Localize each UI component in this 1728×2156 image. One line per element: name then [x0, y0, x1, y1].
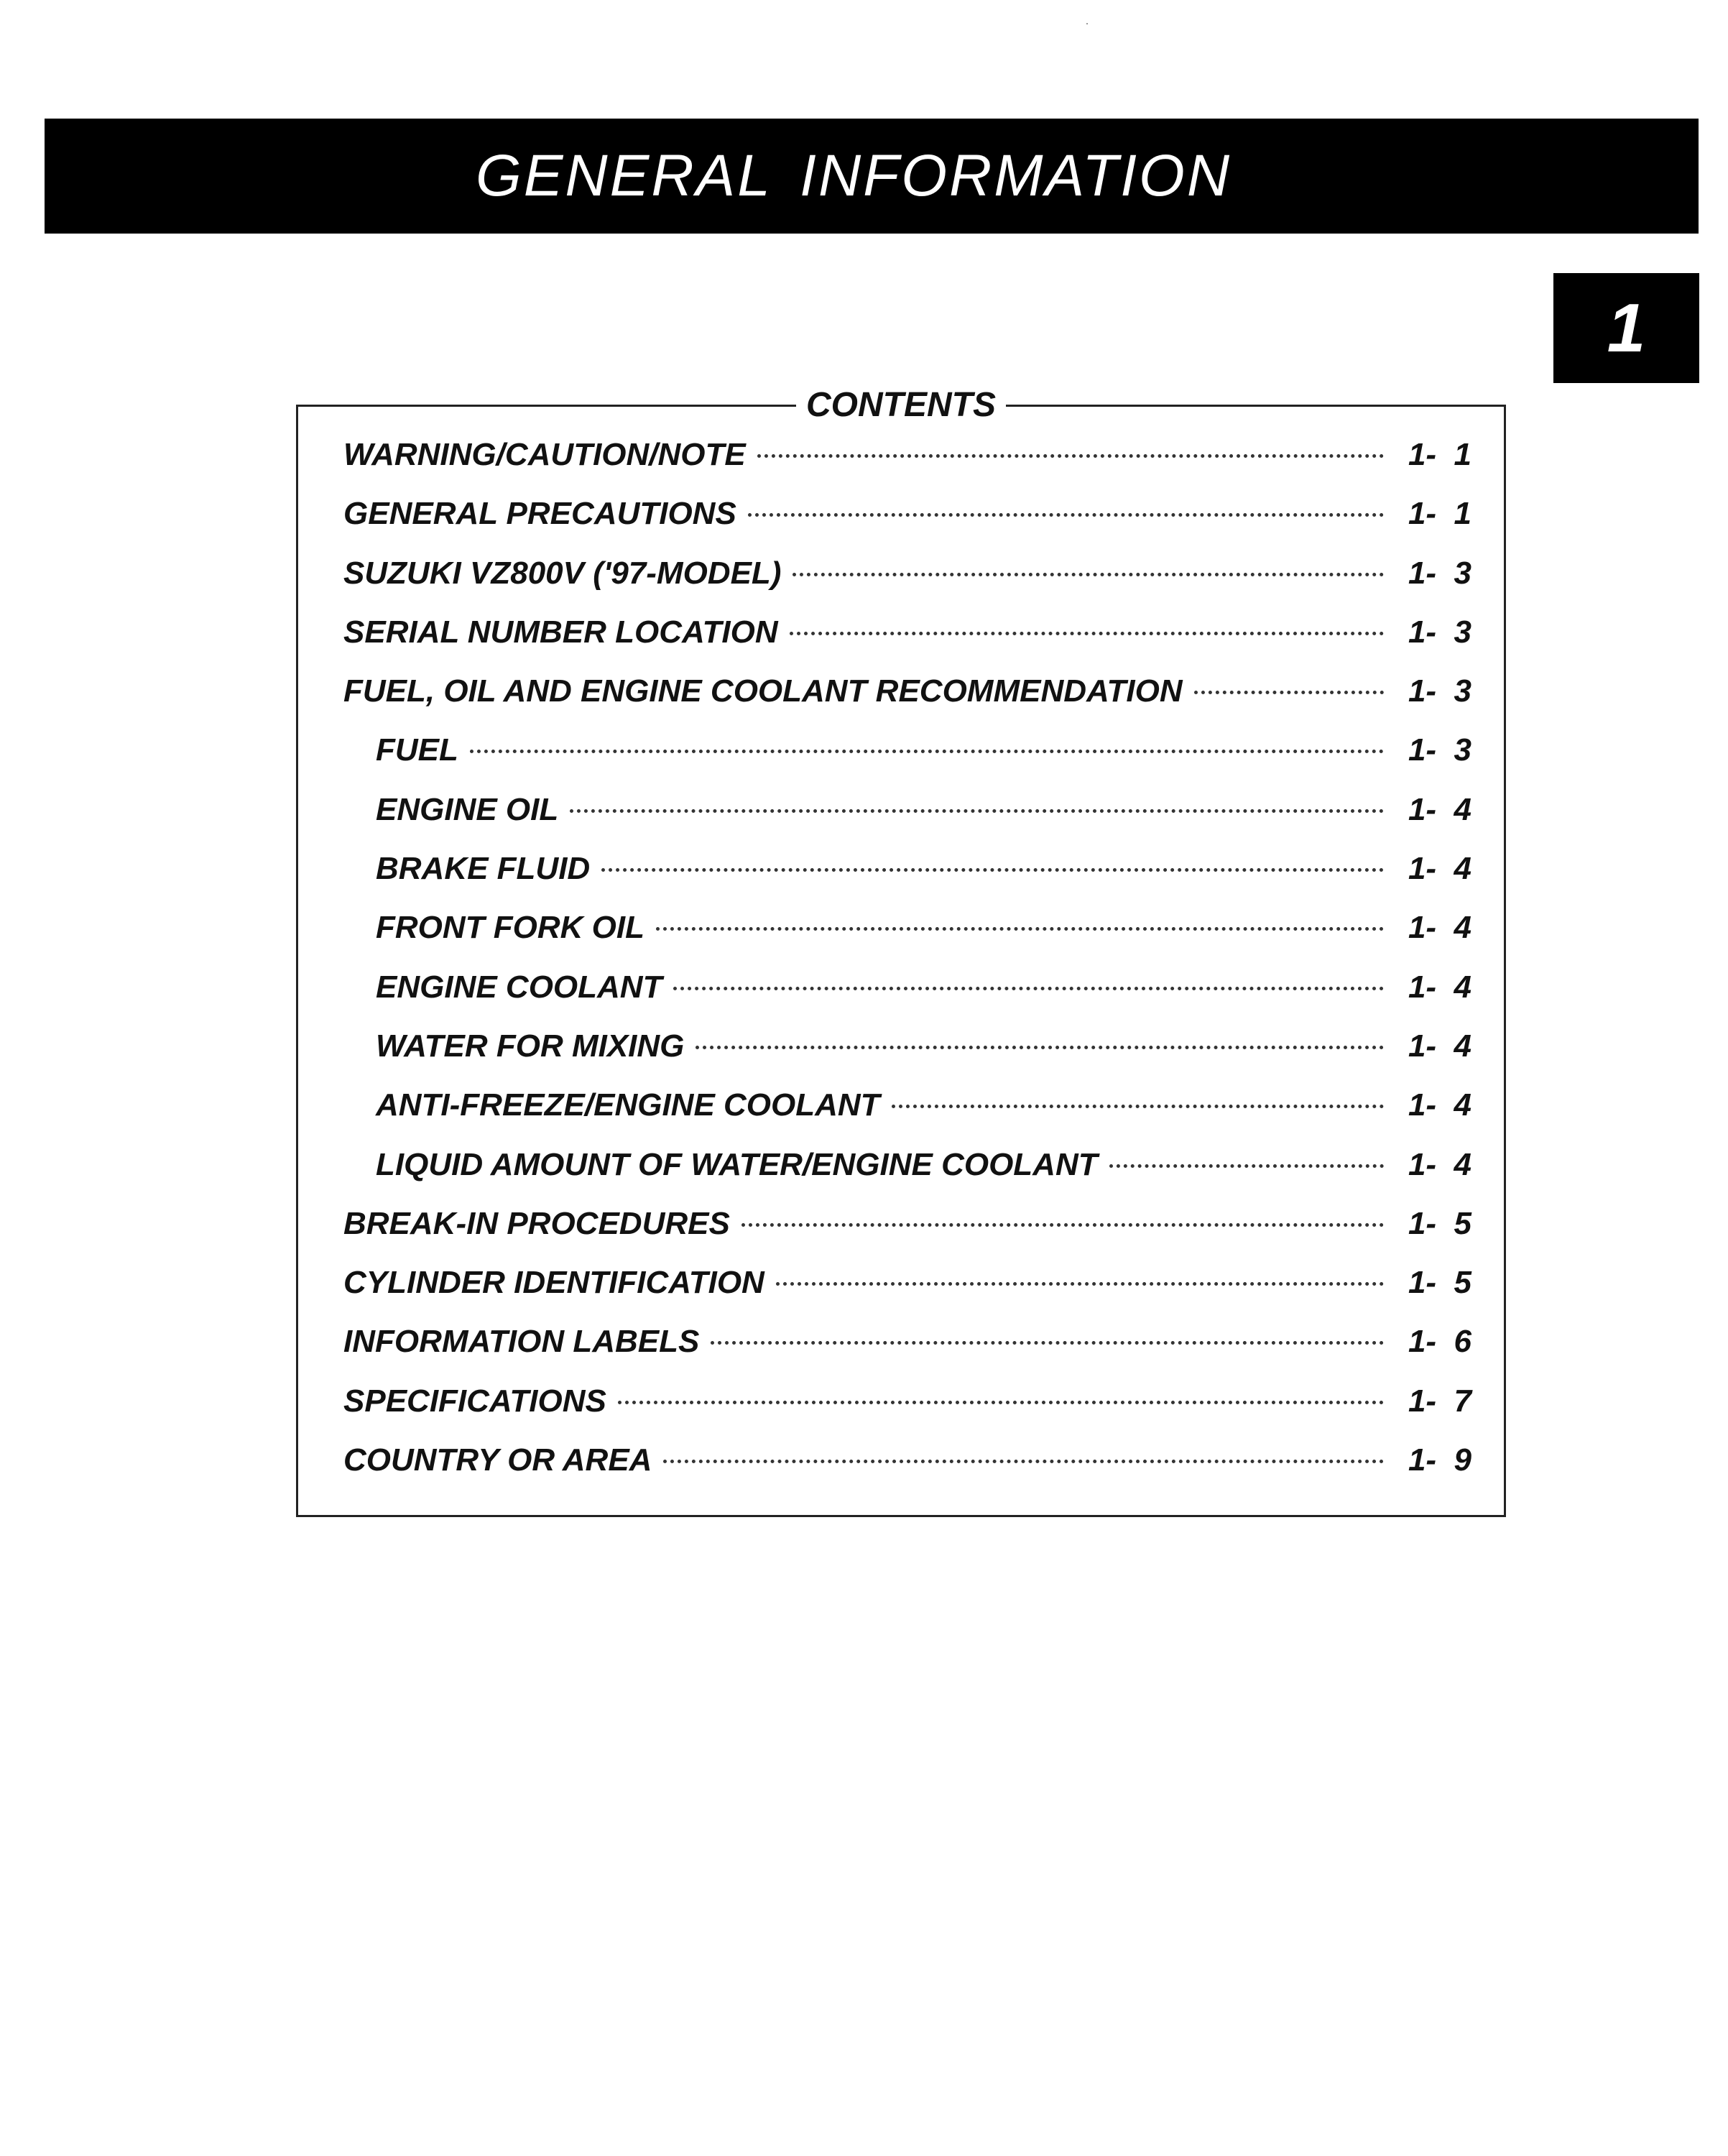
toc-entry[interactable]	[343, 969, 1471, 1028]
toc-entry-page: 1- 3	[1408, 673, 1471, 709]
toc-entry-label: BREAK-IN PROCEDURES	[343, 1205, 730, 1241]
toc-entry-page: 1- 3	[1408, 555, 1471, 591]
dot-leader	[470, 750, 1384, 753]
dot-leader	[1194, 691, 1384, 694]
toc-entry-page: 1- 4	[1408, 969, 1471, 1005]
toc-entry[interactable]	[343, 1206, 1471, 1265]
toc-entry[interactable]	[343, 1028, 1471, 1087]
toc-entry-page: 1- 4	[1408, 1028, 1471, 1064]
toc-entry-page: 1- 5	[1408, 1205, 1471, 1241]
toc-entry[interactable]	[343, 851, 1471, 910]
toc-entry-page: 1- 5	[1408, 1265, 1471, 1301]
toc-entry[interactable]	[343, 792, 1471, 851]
toc-entry-label: CYLINDER IDENTIFICATION	[343, 1265, 764, 1301]
toc-entry-page: 1- 4	[1408, 851, 1471, 887]
chapter-title: GENERAL INFORMATION	[475, 143, 1232, 208]
dot-leader	[793, 573, 1384, 576]
dot-leader	[711, 1341, 1384, 1345]
toc-entry[interactable]	[343, 1324, 1471, 1383]
toc-entry[interactable]	[343, 1383, 1471, 1442]
toc-entry-page: 1- 7	[1408, 1383, 1471, 1419]
toc-entry[interactable]	[343, 732, 1471, 791]
dot-leader	[673, 987, 1384, 990]
toc-entry-page: 1- 4	[1408, 1146, 1471, 1182]
dot-leader	[776, 1282, 1384, 1286]
toc-entry-page: 1- 9	[1408, 1442, 1471, 1478]
toc-entry-label: FRONT FORK OIL	[376, 910, 644, 946]
dot-leader	[570, 809, 1384, 813]
toc-entry[interactable]	[343, 1265, 1471, 1324]
dot-leader	[618, 1401, 1384, 1404]
toc-entry-label: ENGINE COOLANT	[376, 969, 662, 1005]
toc-entry-page: 1- 4	[1408, 910, 1471, 946]
toc-entry-label: WARNING/CAUTION/NOTE	[343, 437, 746, 472]
dot-leader	[757, 454, 1384, 458]
toc-entry-label: WATER FOR MIXING	[376, 1028, 685, 1064]
toc-entry-label: GENERAL PRECAUTIONS	[343, 496, 736, 532]
toc-entry-label: SERIAL NUMBER LOCATION	[343, 614, 778, 650]
toc-entry-page: 1- 1	[1408, 496, 1471, 532]
dot-leader	[790, 632, 1384, 635]
toc-entry[interactable]	[343, 496, 1471, 555]
toc-entry[interactable]	[343, 1087, 1471, 1146]
toc-entry[interactable]	[343, 1442, 1471, 1501]
toc-entry-label: ANTI-FREEZE/ENGINE COOLANT	[376, 1087, 880, 1123]
dot-leader	[748, 513, 1384, 517]
toc-entry[interactable]	[343, 614, 1471, 673]
toc-entry-label: INFORMATION LABELS	[343, 1324, 700, 1360]
dot-leader	[663, 1460, 1384, 1463]
toc-entry-label: BRAKE FLUID	[376, 851, 591, 887]
toc-entry[interactable]	[343, 1147, 1471, 1206]
dot-leader	[741, 1223, 1384, 1227]
dot-leader	[656, 927, 1384, 931]
toc-entry[interactable]	[343, 556, 1471, 614]
toc-entry-page: 1- 1	[1408, 437, 1471, 472]
toc-entry-page: 1- 3	[1408, 614, 1471, 650]
contents-heading: CONTENTS	[796, 382, 1006, 428]
dot-leader	[1109, 1164, 1384, 1168]
dot-leader	[892, 1105, 1384, 1108]
toc-entry-label: FUEL	[376, 732, 458, 768]
toc-entry[interactable]	[343, 910, 1471, 969]
toc-entry-label: SUZUKI VZ800V ('97-MODEL)	[343, 555, 782, 591]
toc-entry-page: 1- 3	[1408, 732, 1471, 768]
dot-leader	[696, 1046, 1384, 1049]
dot-leader	[601, 868, 1384, 872]
toc-entry-label: SPECIFICATIONS	[343, 1383, 606, 1419]
toc-entry[interactable]	[343, 673, 1471, 732]
scan-speck	[1086, 23, 1088, 24]
toc-entry-label: ENGINE OIL	[376, 791, 559, 827]
toc-entry-page: 1- 4	[1408, 1087, 1471, 1123]
contents-list	[343, 437, 1471, 1501]
toc-entry-label: LIQUID AMOUNT OF WATER/ENGINE COOLANT	[376, 1146, 1098, 1182]
toc-entry[interactable]	[343, 437, 1471, 496]
chapter-header-bar	[45, 119, 1699, 234]
toc-entry-label: COUNTRY OR AREA	[343, 1442, 652, 1478]
chapter-number-tab: 1	[1553, 273, 1699, 383]
toc-entry-page: 1- 4	[1408, 791, 1471, 827]
toc-entry-label: FUEL, OIL AND ENGINE COOLANT RECOMMENDATION	[343, 673, 1183, 709]
toc-entry-page: 1- 6	[1408, 1324, 1471, 1360]
